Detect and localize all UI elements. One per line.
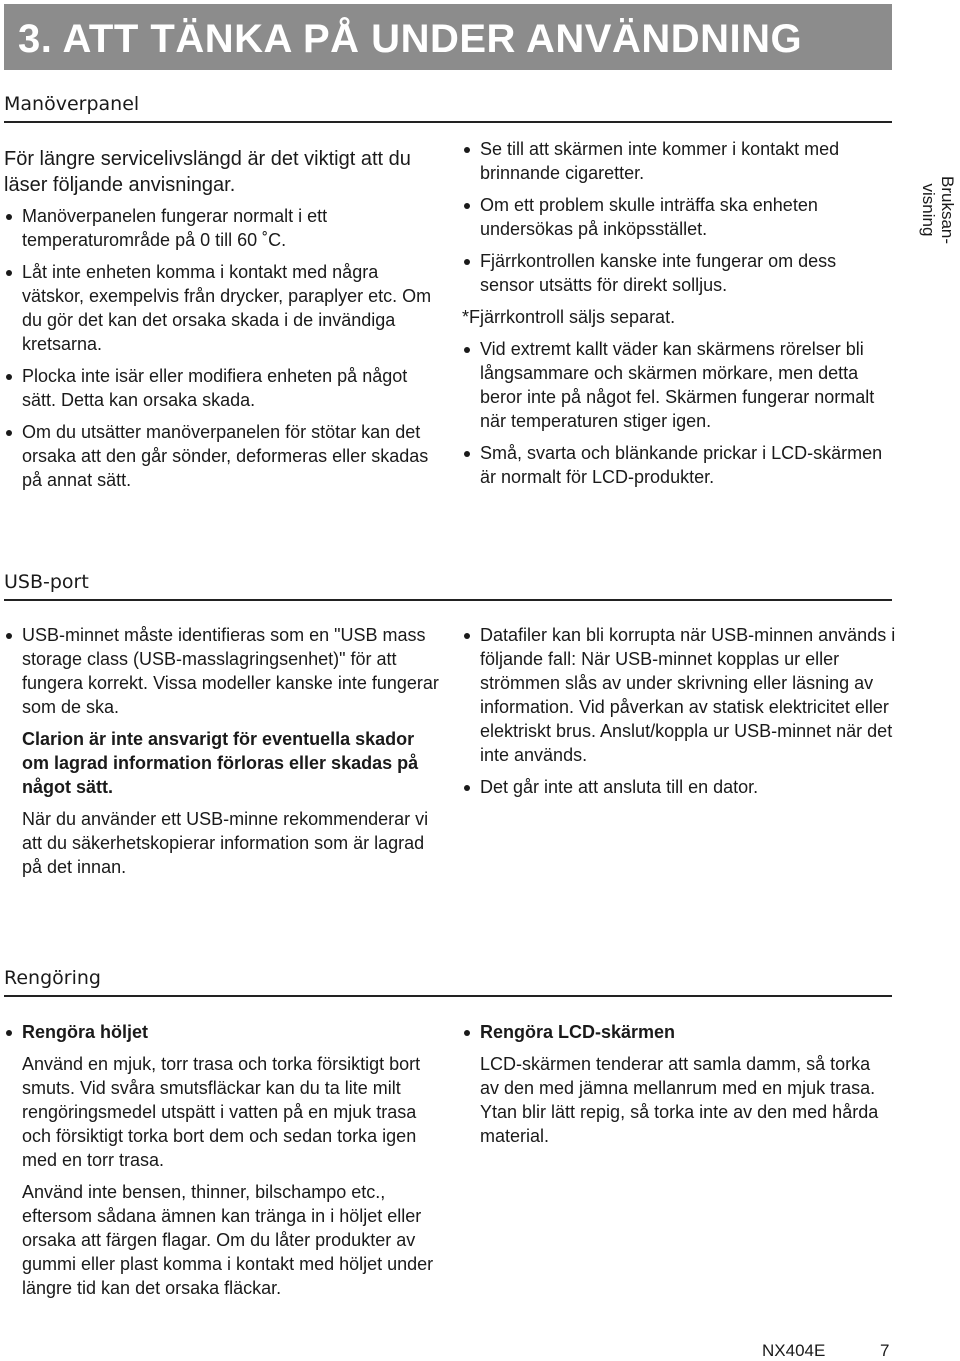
- side-tab-label: Bruksan-visning: [919, 175, 957, 245]
- footer-model: NX404E: [762, 1341, 826, 1360]
- list-item: Manöverpanelen fungerar normalt i ett temperaturområde på 0 till 60 ˚C.: [4, 204, 440, 252]
- cleaning-left-list: [4, 1020, 440, 1044]
- section-heading-cleaning: Rengöring: [4, 966, 892, 997]
- list-item: Om du utsätter manöverpanelen för stötar kan det orsaka att den går sönder, deformeras eller skadas på annat sätt.: [4, 420, 440, 492]
- usb-left-list: [4, 623, 440, 719]
- list-item: Det går inte att ansluta till en dator.: [462, 775, 898, 799]
- panel-right-list-b: [462, 337, 892, 489]
- usb-backup-text: När du använder ett USB-minne rekommenderar vi att du säkerhetskopierar information som är lagrad på det innan.: [22, 809, 429, 877]
- cleaning-housing-text-2: Använd inte bensen, thinner, bilschampo etc., eftersom sådana ämnen kan tränga in i höljet eller orsaka att färgen flagar. Om du låter produkter av gummi eller plast komma i kontakt med höljet under längre tid kan det orsaka fläckar.: [22, 1182, 434, 1298]
- panel-intro: För längre servicelivslängd är det viktigt att du läser följande anvisningar.: [4, 148, 411, 196]
- panel-right-column: [462, 137, 892, 497]
- usb-disclaimer: Clarion är inte ansvarigt för eventuella skador om lagrad information förloras eller skadas på något sätt.: [22, 729, 419, 797]
- panel-right-list-a: [462, 137, 892, 297]
- usb-right-column: [462, 623, 898, 807]
- cleaning-lcd-text: LCD-skärmen tenderar att samla damm, så torka av den med jämna mellanrum med en mjuk trasa. Ytan blir lätt repig, så torka inte av den med hårda material.: [480, 1054, 879, 1146]
- usb-right-list: [462, 623, 898, 799]
- list-item: Rengöra höljet: [4, 1020, 440, 1044]
- section-heading-usb: USB-port: [4, 570, 892, 601]
- page-title: 3. ATT TÄNKA PÅ UNDER ANVÄNDNING: [18, 17, 803, 61]
- title-bar: [4, 4, 892, 70]
- panel-left-list: [4, 204, 440, 492]
- cleaning-left-column: [4, 1020, 440, 1308]
- usb-left-column: [4, 623, 440, 887]
- list-item: Vid extremt kallt väder kan skärmens rörelser bli långsammare och skärmen mörkare, men detta beror inte på något fel. Skärmen fungerar normalt när temperaturen stiger igen.: [462, 337, 892, 433]
- list-item: Plocka inte isär eller modifiera enheten på något sätt. Detta kan orsaka skada.: [4, 364, 440, 412]
- list-item: Rengöra LCD-skärmen: [462, 1020, 892, 1044]
- list-item: Små, svarta och blänkande prickar i LCD-skärmen är normalt för LCD-produkter.: [462, 441, 892, 489]
- cleaning-right-list: [462, 1020, 892, 1044]
- panel-left-column: [4, 146, 440, 500]
- cleaning-housing-text-1: Använd en mjuk, torr trasa och torka försiktigt bort smuts. Vid svåra smutsfläckar kan du ta lite milt rengöringsmedel utspätt i vatten på en mjuk trasa och försiktigt torka bort dem och sedan torka igen med en torr trasa.: [22, 1054, 421, 1170]
- page-number: 7: [880, 1341, 890, 1360]
- list-item: Datafiler kan bli korrupta när USB-minnen används i följande fall: När USB-minnet kopplas ur eller strömmen slås av under skrivning eller läsning av information. Vid påverkan av statisk elektricitet eller elektriskt brus. Anslut/koppla ur USB-minnet när det inte används.: [462, 623, 898, 767]
- list-item: USB-minnet måste identifieras som en "USB mass storage class (USB-masslagringsenhet)" för att fungera korrekt. Vissa modeller kanske inte fungerar som de ska.: [4, 623, 440, 719]
- list-item: Om ett problem skulle inträffa ska enheten undersökas på inköpsstället.: [462, 193, 892, 241]
- section-heading-panel: Manöverpanel: [4, 92, 892, 123]
- remote-note: *Fjärrkontroll säljs separat.: [462, 307, 676, 327]
- list-item: Se till att skärmen inte kommer i kontakt med brinnande cigaretter.: [462, 137, 892, 185]
- list-item: Fjärrkontrollen kanske inte fungerar om dess sensor utsätts för direkt solljus.: [462, 249, 892, 297]
- side-tab: [916, 170, 960, 250]
- list-item: Låt inte enheten komma i kontakt med några vätskor, exempelvis från drycker, paraplyer etc. Om du gör det kan det orsaka skada i de invändiga kretsarna.: [4, 260, 440, 356]
- cleaning-right-column: [462, 1020, 892, 1156]
